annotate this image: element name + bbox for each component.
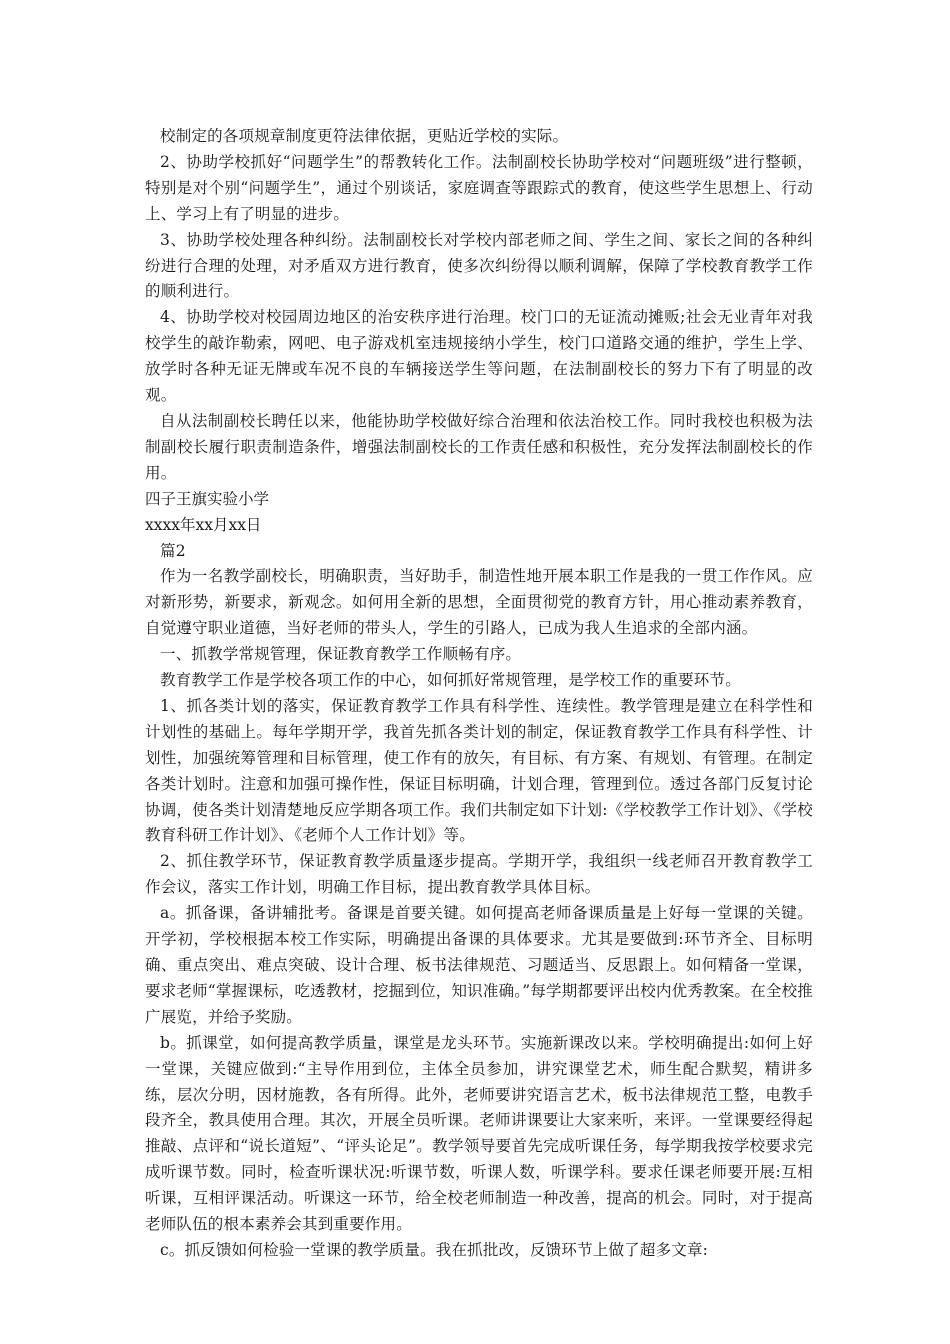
paragraph: c。抓反馈如何检验一堂课的教学质量。我在抓批改，反馈环节上做了超多文章: xyxy=(160,1240,709,1259)
paragraph: 1、抓各类计划的落实，保证教育教学工作具有科学性、连续性。教学管理是建立在科学性和计划性的基础上。每年学期开学，我首先抓各类计划的制定，保证教育教学工作具有科学性、计划性，加强统筹管理和目标管理，使工作有的放矢，有目标、有方案、有规划、有管理。在制定各类计划时。注意和加强可操作性，保证目标明确，计划合理，管理到位。透过各部门反复讨论协调，使各类计划清楚地反应学期各项工作。我们共制定如下计划:《学校教学工作计划》、《学校教育科研工作计划》、《老师个人工作计划》等。 xyxy=(145,696,813,845)
paragraph: 教育教学工作是学校各项工作的中心，如何抓好常规管理，是学校工作的重要环节。 xyxy=(160,671,741,690)
paragraph: 一、抓教学常规管理，保证教育教学工作顺畅有序。 xyxy=(160,645,522,664)
paragraph: 3、协助学校处理各种纠纷。法制副校长对学校内部老师之间、学生之间、家长之间的各种纠纷进行合理的处理，对矛盾双方进行教育，使多次纠纷得以顺利调解，保障了学校教育教学工作的顺利进行。 xyxy=(145,230,813,301)
paragraph: b。抓课堂，如何提高教学质量，课堂是龙头环节。实施新课改以来。学校明确提出:如何上好一堂课，关键应做到:“主导作用到位，主体全员参加，讲究课堂艺术，师生配合默契，精讲多练，层次分明，因材施教，各有所得。此外，老师要讲究语言艺术，板书法律规范工整，电教手段齐全，教具使用合理。其次，开展全员听课。老师讲课要让大家来听，来评。一堂课要经得起推敲、点评和“说长道短”、“评头论足”。教学领导要首先完成听课任务，每学期我按学校要求完成听课节数。同时，检查听课状况:听课节数，听课人数，听课学科。要求任课老师要开展:互相听课，互相评课活动。听课这一环节，给全校老师制造一种改善，提高的机会。同时，对于提高老师队伍的根本素养会其到重要作用。 xyxy=(145,1033,813,1234)
paragraph: 4、协助学校对校园周边地区的治安秩序进行治理。校门口的无证流动摊贩;社会无业青年对我校学生的敲诈勒索，网吧、电子游戏机室违规接纳小学生，校门口道路交通的维护，学生上学、放学时各种无证无牌或车况不良的车辆接送学生等问题，在法制副校长的努力下有了明显的改观。 xyxy=(145,308,813,405)
paragraph: 2、协助学校抓好“问题学生”的帮教转化工作。法制副校长协助学校对“问题班级”进行整顿，特别是对个别“问题学生”，通过个别谈话，家庭调查等跟踪式的教育，使这些学生思想上、行动上、学习上有了明显的进步。 xyxy=(145,152,813,223)
school-name: 四子王旗实验小学 xyxy=(145,489,270,508)
date-line: xxxx年xx月xx日 xyxy=(145,515,262,534)
paragraph: 2、抓住教学环节，保证教育教学质量逐步提高。学期开学，我组织一线老师召开教育教学工作会议，落实工作计划，明确工作目标，提出教育教学具体目标。 xyxy=(145,852,813,897)
section-heading: 篇2 xyxy=(160,541,186,560)
document-page xyxy=(145,124,813,1264)
paragraph: 作为一名教学副校长，明确职责，当好助手，制造性地开展本职工作是我的一贯工作作风。应对新形势，新要求，新观念。如何用全新的思想，全面贯彻党的教育方针，用心推动素养教育，自觉遵守职业道德，当好老师的带头人，学生的引路人，已成为我人生追求的全部内涵。 xyxy=(145,567,813,638)
paragraph: 自从法制副校长聘任以来，他能协助学校做好综合治理和依法治校工作。同时我校也积极为法制副校长履行职责制造条件，增强法制副校长的工作责任感和积极性，充分发挥法制副校长的作用。 xyxy=(145,411,813,482)
paragraph: 校制定的各项规章制度更符法律依据，更贴近学校的实际。 xyxy=(160,127,569,145)
paragraph: a。抓备课，备讲辅批考。备课是首要关键。如何提高老师备课质量是上好每一堂课的关键。开学初，学校根据本校工作实际，明确提出备课的具体要求。尤其是要做到:环节齐全、目标明确、重点突出、难点突破、设计合理、板书法律规范、习题适当、反思跟上。如何精备一堂课，要求老师“掌握课标，吃透教材，挖掘到位，知识准确。”每学期都要评出校内优秀教案。在全校推广展览，并给予奖励。 xyxy=(145,904,813,1026)
